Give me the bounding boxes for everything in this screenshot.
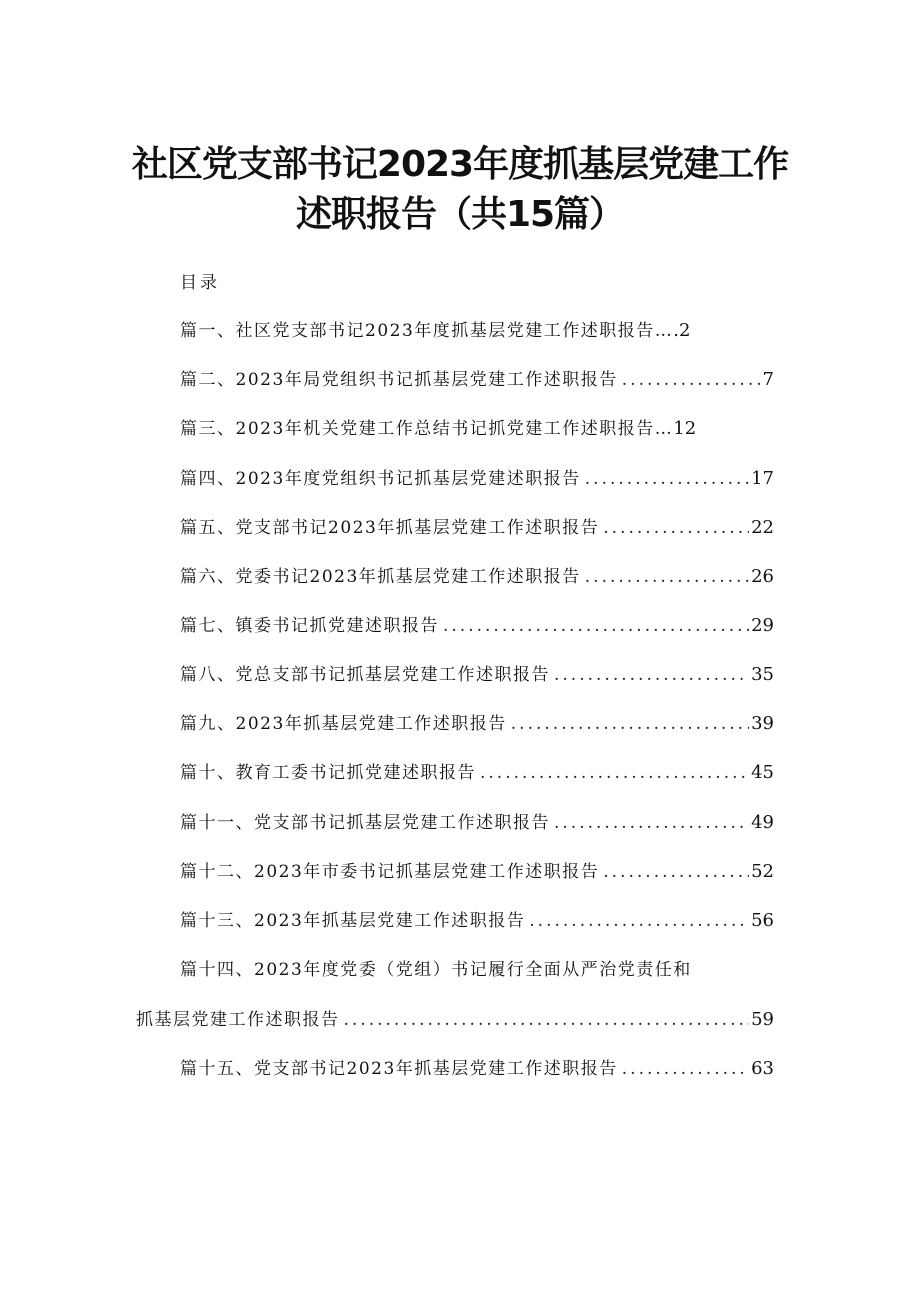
toc-entry-15[interactable] [180,1056,774,1082]
toc-entry-7[interactable] [180,613,774,639]
toc-dot-leader [622,367,761,393]
toc-dot-leader [585,466,749,492]
toc-entry-title: 篇十五、党支部书记2023年抓基层党建工作述职报告 [180,1059,618,1079]
toc-entry-title: 篇五、党支部书记2023年抓基层党建工作述职报告 [180,518,600,538]
toc-dot-leader [622,1056,749,1082]
toc-entry-title: 篇一、社区党支部书记2023年度抓基层党建工作述职报告… [180,321,674,341]
toc-entry-page: 45 [751,762,774,783]
toc-entry-13[interactable] [180,908,774,934]
toc-entry-14-line-1[interactable]: 篇十四、2023年度党委（党组）书记履行全面从严治党责任和 [180,960,692,980]
toc-dot-leader [443,613,749,639]
toc-entry-page: 26 [751,566,774,587]
document-title-line-1: 社区党支部书记2023年度抓基层党建工作 [131,144,789,185]
toc-entry-page: 29 [751,615,774,636]
toc-entry-page: 17 [751,468,774,489]
toc-dot-leader [603,859,749,885]
toc-entry-9[interactable] [180,711,774,737]
toc-entry-5[interactable] [180,515,774,541]
document-title-line-2: 述职报告（共15篇） [295,194,625,235]
toc-entry-14[interactable] [136,1007,774,1033]
toc-entry-page: 49 [751,812,774,833]
toc-entry-title: 篇七、镇委书记抓党建述职报告 [180,616,439,636]
toc-entry-page: 35 [751,664,774,685]
toc-entry-title: 篇十三、2023年抓基层党建工作述职报告 [180,911,526,931]
toc-dot-leader [554,810,749,836]
toc-entry-page: 63 [751,1058,774,1079]
toc-entry-1[interactable] [180,318,774,344]
toc-entry-12[interactable] [180,859,774,885]
toc-entry-8[interactable] [180,662,774,688]
toc-entry-title: 篇三、2023年机关党建工作总结书记抓党建工作述职报告… [180,419,674,439]
toc-entry-title: 篇二、2023年局党组织书记抓基层党建工作述职报告 [180,370,618,390]
toc-dot-leader [344,1007,750,1033]
toc-entry-page: 59 [751,1009,774,1030]
toc-entry-10[interactable] [180,760,774,786]
toc-dot-leader [603,515,749,541]
toc-dot-leader [585,564,749,590]
toc-entry-page: 56 [751,910,774,931]
toc-heading: 目录 [180,273,220,293]
toc-entry-page: 12 [673,418,697,439]
toc-entry-page: 22 [751,517,774,538]
toc-entry-title: 篇十一、党支部书记抓基层党建工作述职报告 [180,813,550,833]
toc-entry-page: 7 [762,369,774,390]
toc-entry-page: 39 [751,713,774,734]
toc-dot-leader [511,711,749,737]
toc-entry-3[interactable] [180,416,774,442]
toc-entry-page: 52 [751,861,774,882]
toc-entry-4[interactable] [180,466,774,492]
toc-dot-leader [529,908,749,934]
toc-entry-title: 篇十、教育工委书记抓党建述职报告 [180,763,476,783]
toc-entry-11[interactable] [180,810,774,836]
toc-entry-page: .2 [673,320,691,341]
toc-entry-title: 篇四、2023年度党组织书记抓基层党建述职报告 [180,469,581,489]
toc-entry-title: 篇十二、2023年市委书记抓基层党建工作述职报告 [180,862,600,882]
toc-entry-2[interactable] [180,367,774,393]
toc-entry-title: 篇九、2023年抓基层党建工作述职报告 [180,714,507,734]
toc-entry-title: 抓基层党建工作述职报告 [136,1010,340,1030]
toc-entry-6[interactable] [180,564,774,590]
toc-entry-title: 篇八、党总支部书记抓基层党建工作述职报告 [180,665,550,685]
toc-entry-title: 篇六、党委书记2023年抓基层党建工作述职报告 [180,567,581,587]
toc-dot-leader [554,662,749,688]
toc-dot-leader [480,760,749,786]
